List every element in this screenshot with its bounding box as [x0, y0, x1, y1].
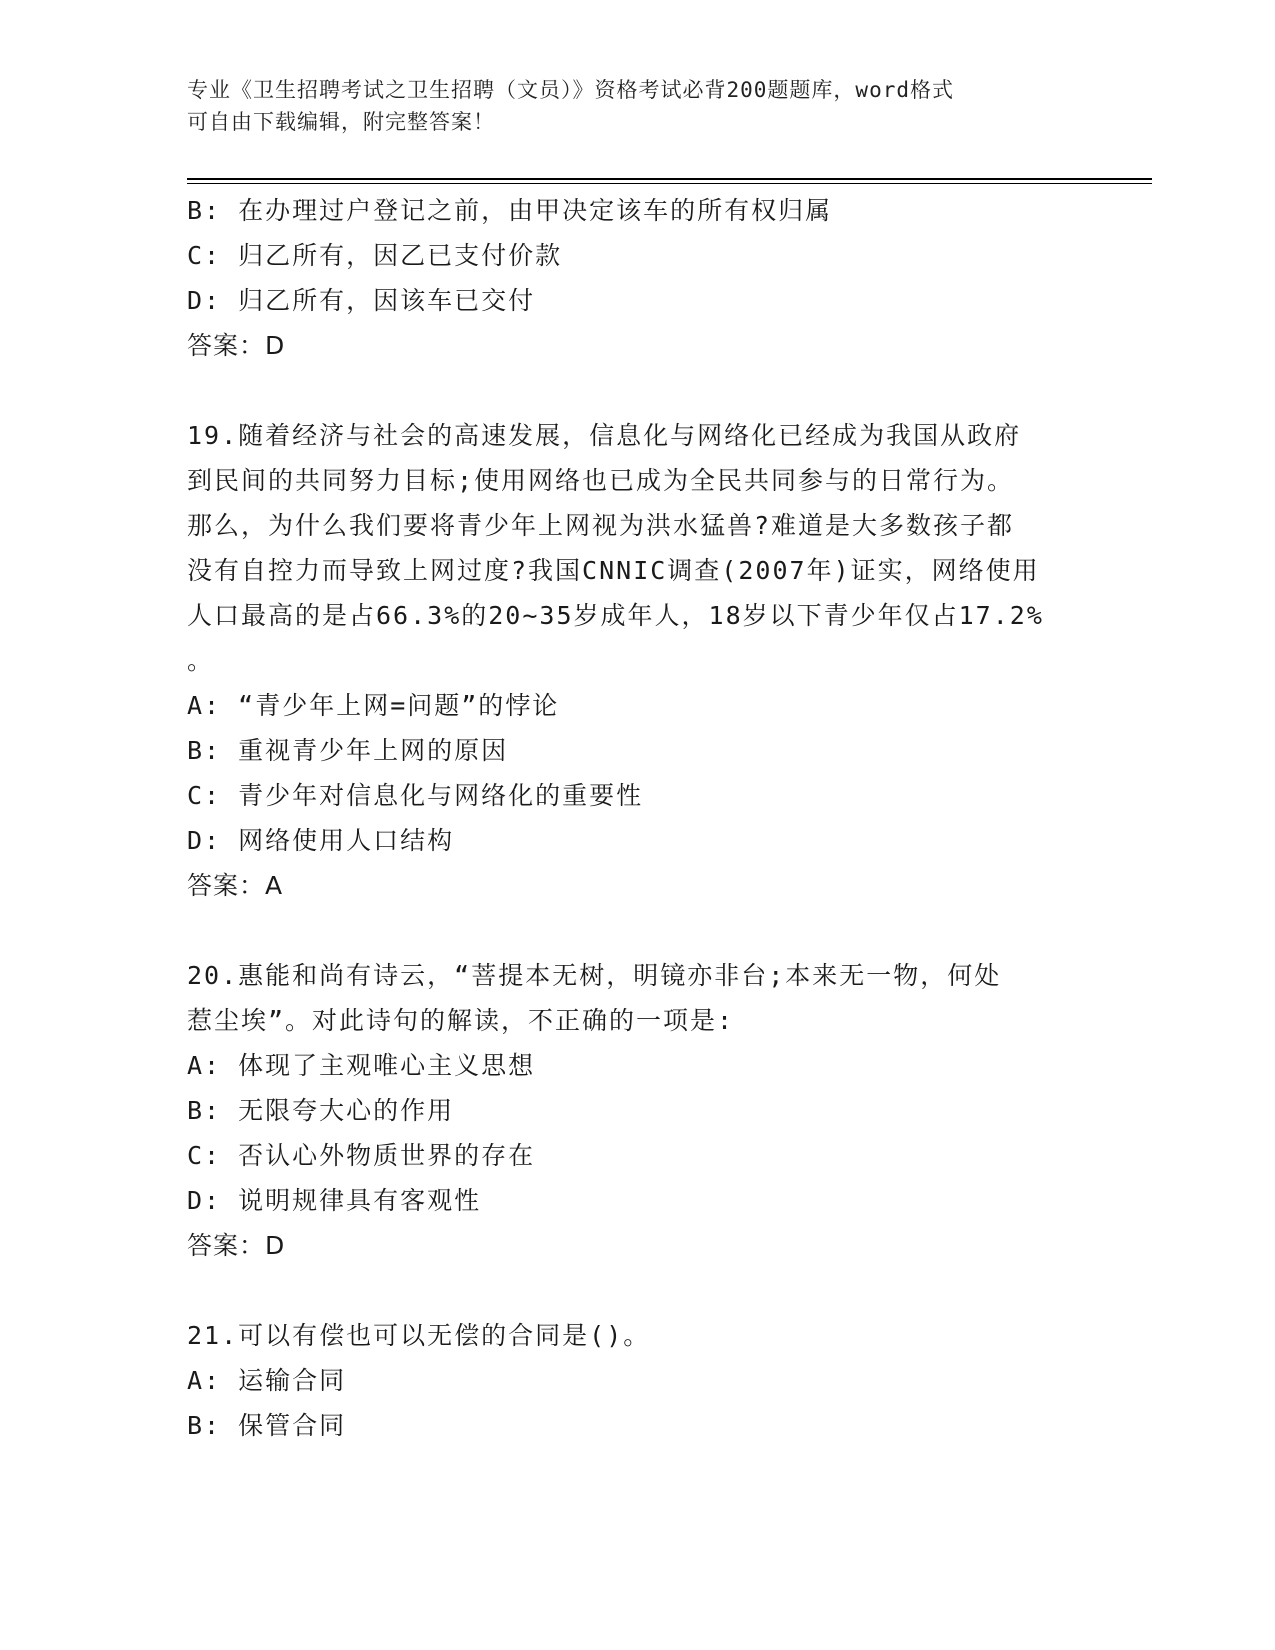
header-title-line-1: 专业《卫生招聘考试之卫生招聘（文员）》资格考试必背200题题库，word格式: [187, 78, 954, 102]
header-divider-thin: [187, 183, 1152, 184]
header-divider-thick: [187, 178, 1152, 180]
question-content: [187, 188, 1087, 1448]
question-20: [187, 953, 1087, 1268]
question-19: [187, 413, 1087, 908]
question-18-tail: [187, 188, 1087, 368]
spacer: [187, 908, 1087, 953]
option-d: D: 网络使用人口结构: [187, 826, 455, 855]
option-b: B: 在办理过户登记之前，由甲决定该车的所有权归属: [187, 196, 833, 225]
option-d: D: 归乙所有，因该车已交付: [187, 286, 536, 315]
document-header: [187, 74, 1067, 138]
answer-label: 答案：A: [187, 871, 284, 900]
answer-label: 答案：D: [187, 1231, 286, 1260]
question-stem-line: 没有自控力而导致上网过度?我国CNNIC调查(2007年)证实，网络使用: [187, 556, 1040, 585]
question-stem-line: 惹尘埃”。对此诗句的解读，不正确的一项是:: [187, 1006, 735, 1035]
question-21: [187, 1313, 1087, 1448]
question-stem-line: 。: [187, 646, 215, 675]
question-stem-line: 21.可以有偿也可以无偿的合同是()。: [187, 1321, 651, 1350]
question-stem-line: 20.惠能和尚有诗云，“菩提本无树，明镜亦非台;本来无一物，何处: [187, 961, 1002, 990]
question-stem-line: 人口最高的是占66.3%的20~35岁成年人，18岁以下青少年仅占17.2%: [187, 601, 1044, 630]
option-c: C: 青少年对信息化与网络化的重要性: [187, 781, 644, 810]
answer-label: 答案：D: [187, 331, 286, 360]
spacer: [187, 368, 1087, 413]
option-a: A: “青少年上网=问题”的悖论: [187, 691, 560, 720]
option-c: C: 否认心外物质世界的存在: [187, 1141, 536, 1170]
header-title-line-2: 可自由下载编辑，附完整答案！: [187, 110, 495, 134]
question-stem-line: 19.随着经济与社会的高速发展，信息化与网络化已经成为我国从政府: [187, 421, 1022, 450]
spacer: [187, 1268, 1087, 1313]
option-d: D: 说明规律具有客观性: [187, 1186, 482, 1215]
question-stem-line: 到民间的共同努力目标;使用网络也已成为全民共同参与的日常行为。: [187, 466, 1015, 495]
option-b: B: 保管合同: [187, 1411, 347, 1440]
option-a: A: 体现了主观唯心主义思想: [187, 1051, 536, 1080]
option-a: A: 运输合同: [187, 1366, 347, 1395]
option-b: B: 无限夸大心的作用: [187, 1096, 455, 1125]
option-c: C: 归乙所有，因乙已支付价款: [187, 241, 563, 270]
option-b: B: 重视青少年上网的原因: [187, 736, 509, 765]
question-stem-line: 那么，为什么我们要将青少年上网视为洪水猛兽?难道是大多数孩子都: [187, 511, 1015, 540]
